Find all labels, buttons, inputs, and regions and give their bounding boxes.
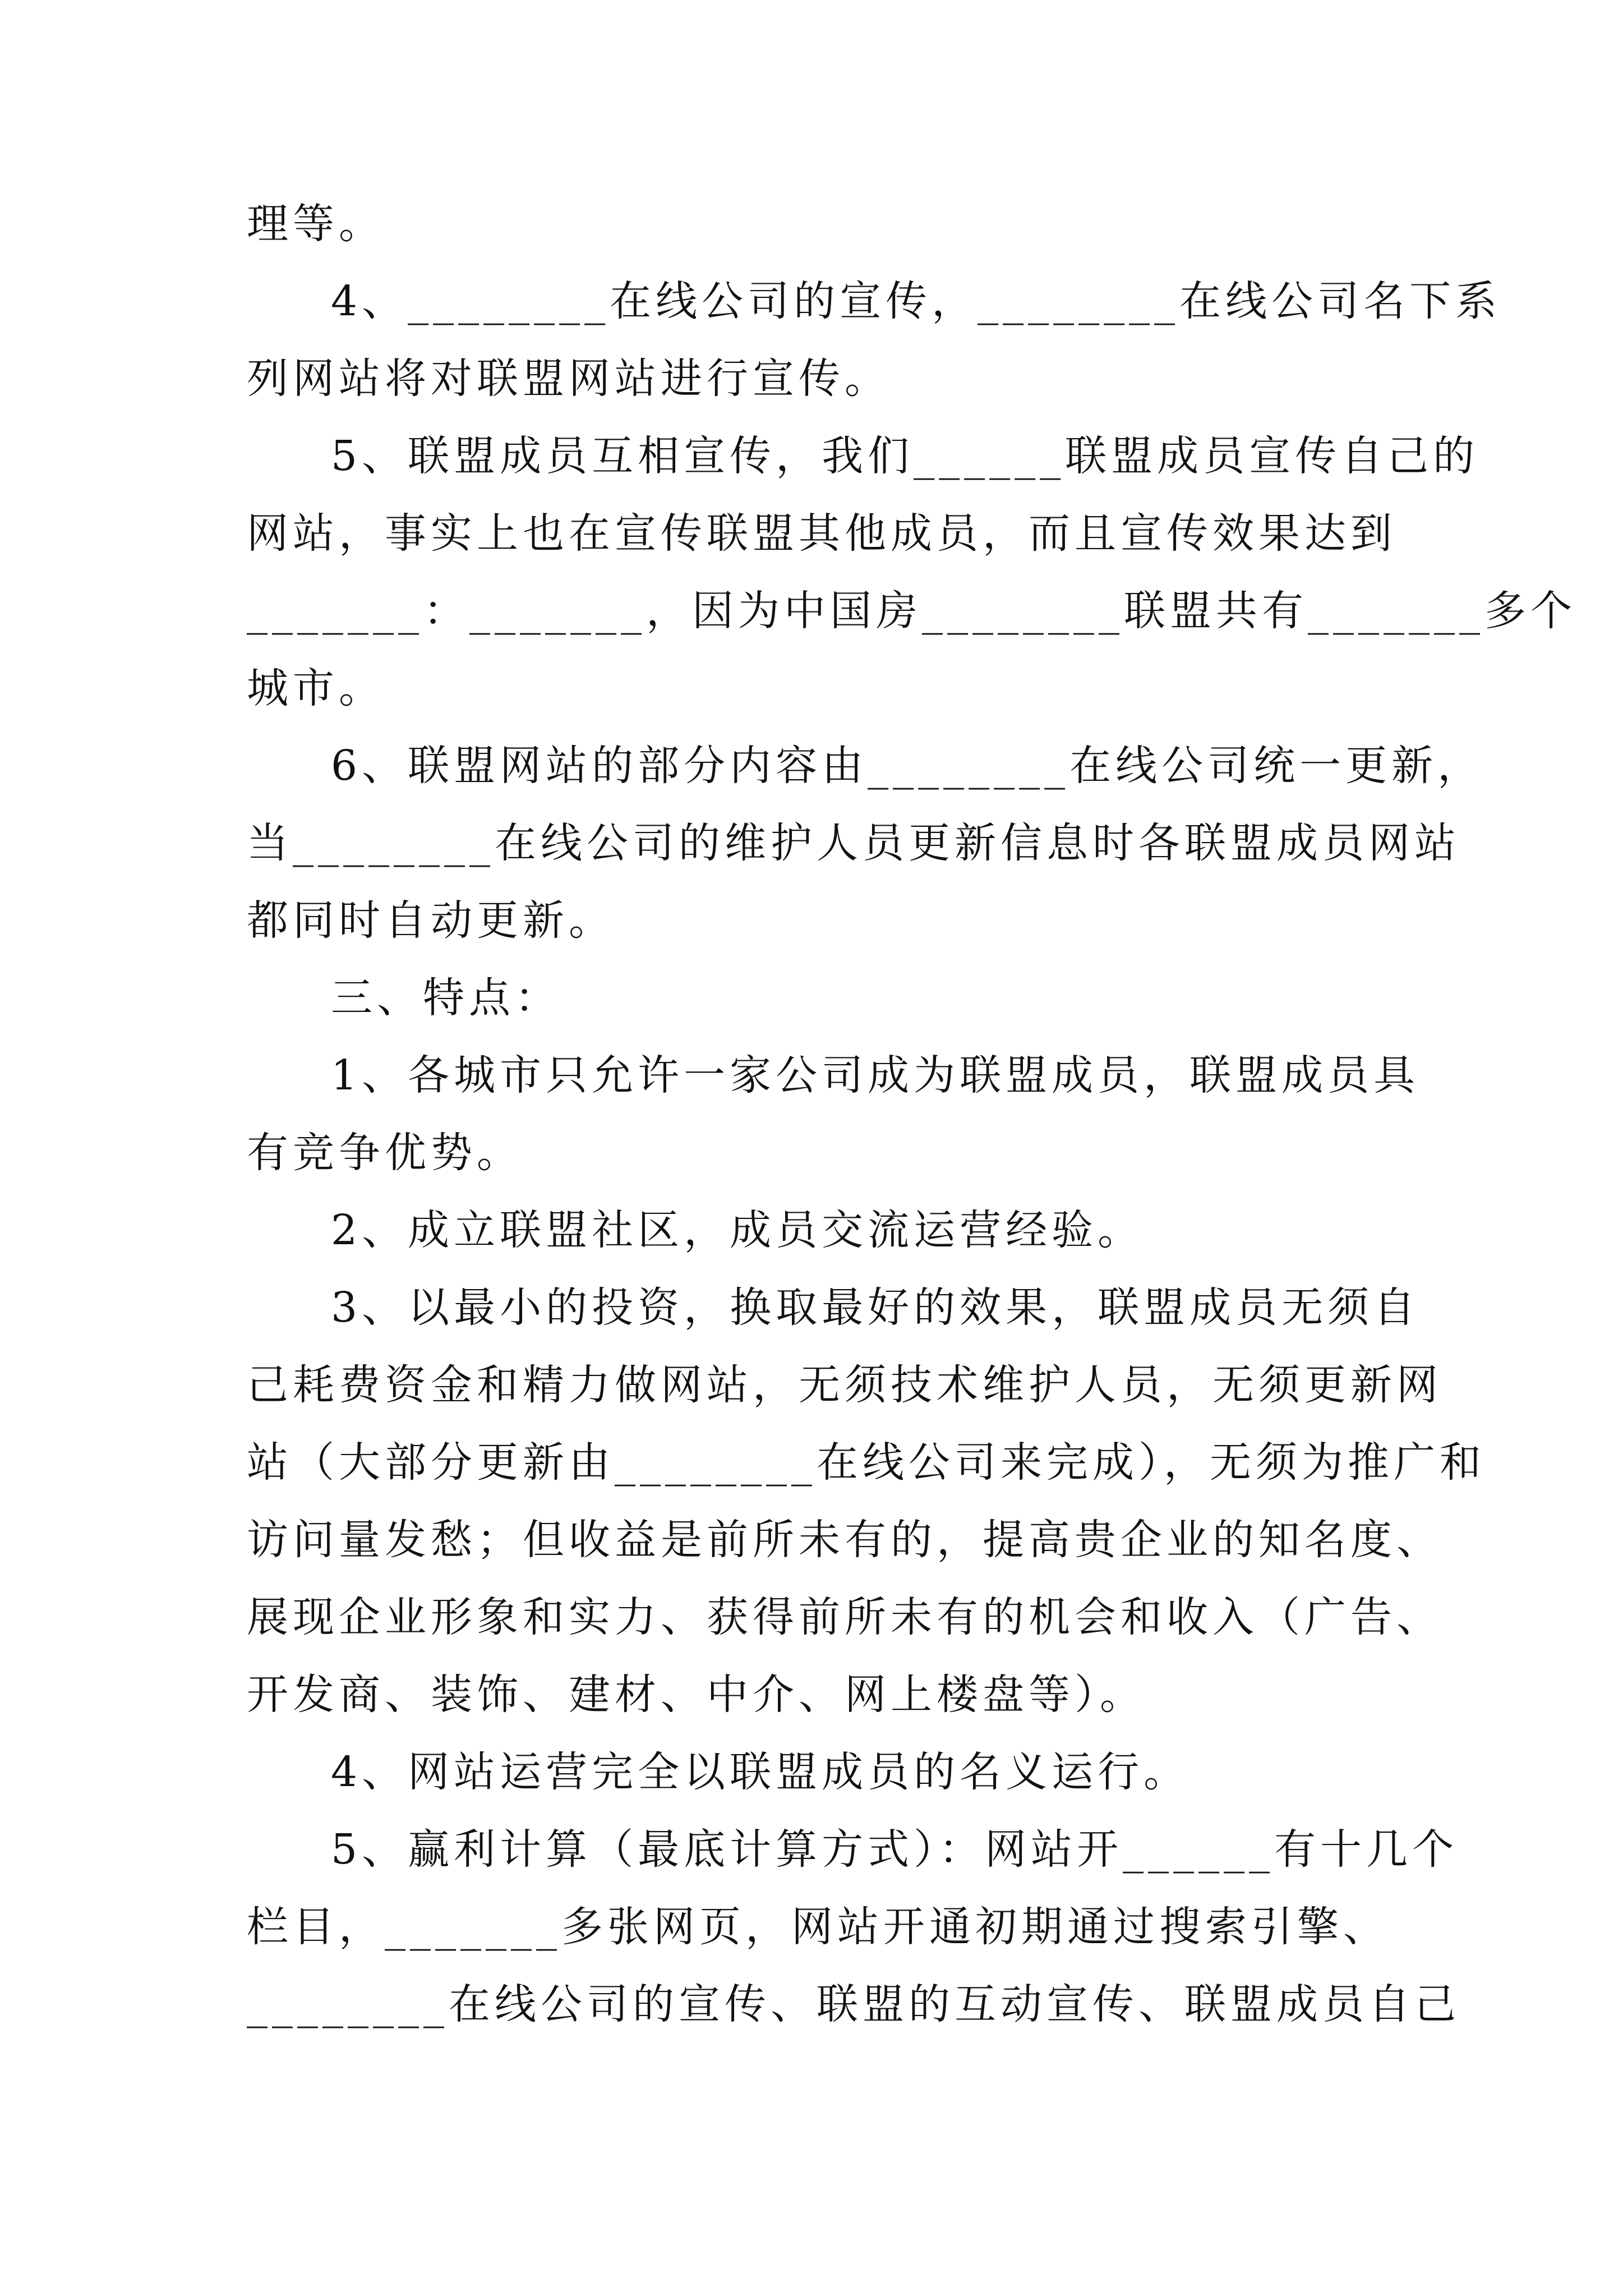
text-line: 理等。 bbox=[247, 200, 385, 248]
text-line: 三、特点： bbox=[331, 974, 561, 1022]
text-line: 3、以最小的投资，换取最好的效果，联盟成员无须自 bbox=[331, 1283, 1420, 1332]
text-line: 2、成立联盟社区，成员交流运营经验。 bbox=[331, 1206, 1144, 1254]
text-line: 开发商、装饰、建材、中介、网上楼盘等）。 bbox=[247, 1671, 1146, 1719]
text-line: 5、赢利计算（最底计算方式）：网站开______有十几个 bbox=[331, 1825, 1459, 1874]
text-line: 访问量发愁；但收益是前所未有的，提高贵企业的知名度、 bbox=[247, 1516, 1442, 1564]
text-line: 己耗费资金和精力做网站，无须技术维护人员，无须更新网 bbox=[247, 1361, 1442, 1409]
text-line: 城市。 bbox=[247, 664, 385, 712]
text-line: 有竞争优势。 bbox=[247, 1129, 523, 1177]
text-line: 展现企业形象和实力、获得前所未有的机会和收入（广告、 bbox=[247, 1593, 1442, 1641]
text-line: ________在线公司的宣传、联盟的互动宣传、联盟成员自己 bbox=[247, 1980, 1460, 2028]
text-line: 6、联盟网站的部分内容由________在线公司统一更新， bbox=[331, 742, 1484, 790]
text-line: 列网站将对联盟网站进行宣传。 bbox=[247, 355, 891, 403]
text-line: 1、各城市只允许一家公司成为联盟成员，联盟成员具 bbox=[331, 1051, 1420, 1099]
text-line: 4、网站运营完全以联盟成员的名义运行。 bbox=[331, 1748, 1190, 1796]
text-line: 当________在线公司的维护人员更新信息时各联盟成员网站 bbox=[247, 819, 1460, 867]
text-line: 5、联盟成员互相宣传，我们______联盟成员宣传自己的 bbox=[331, 432, 1479, 480]
text-line: 4、________在线公司的宣传，________在线公司名下系 bbox=[331, 277, 1502, 325]
text-line: 网站，事实上也在宣传联盟其他成员，而且宣传效果达到 bbox=[247, 509, 1396, 558]
document-body bbox=[247, 185, 1576, 2043]
text-line: 站（大部分更新由________在线公司来完成），无须为推广和 bbox=[247, 1438, 1486, 1487]
text-line: _______：_______，因为中国房________联盟共有_______多个 bbox=[247, 587, 1576, 635]
text-line: 都同时自动更新。 bbox=[247, 896, 615, 945]
text-line: 栏目，_______多张网页，网站开通初期通过搜索引擎、 bbox=[247, 1903, 1389, 1951]
